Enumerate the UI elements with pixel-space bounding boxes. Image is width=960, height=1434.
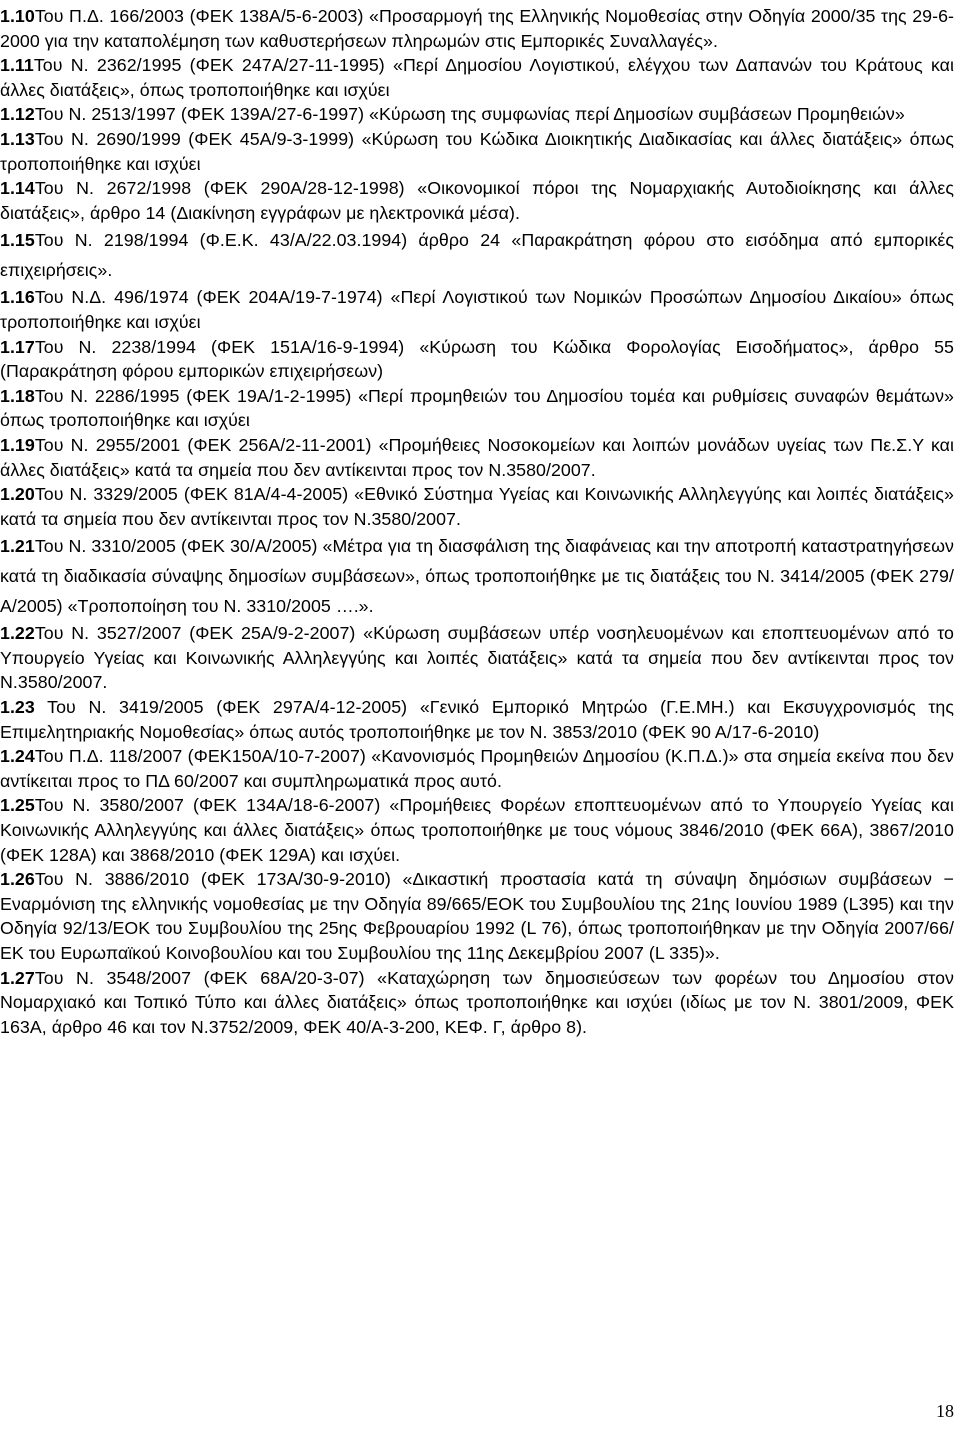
para-1-25-text: Του Ν. 3580/2007 (ΦΕΚ 134Α/18-6-2007) «Προμήθειες Φορέων εποπτευομένων από το Υπουργείο Υγείας και Κοινωνικής Αλληλεγγύης και άλλες διατάξεις» όπως τροποποιήθηκε με τους νόμους 3846/2010 (ΦΕΚ 66Α), 3867/2010 (ΦΕΚ 128Α) και 3868/2010 (ΦΕΚ 129Α) και ισχύει. bbox=[0, 795, 954, 865]
para-1-22-text: Του Ν. 3527/2007 (ΦΕΚ 25Α/9-2-2007) «Κύρωση συμβάσεων υπέρ νοσηλευομένων και εποπτευομένων από το Υπουργείο Υγείας και Κοινωνικής Αλληλεγγύης και λοιπές διατάξεις» κατά τα σημεία που δεν αντίκεινται προς τον Ν.3580/2007. bbox=[0, 623, 954, 693]
para-1-14-num: 1.14 bbox=[0, 178, 35, 199]
paragraph-1-22 bbox=[0, 621, 954, 695]
para-1-12-num: 1.12 bbox=[0, 104, 35, 125]
paragraph-1-16 bbox=[0, 285, 954, 334]
paragraph-1-14 bbox=[0, 176, 954, 225]
para-1-23-num: 1.23 bbox=[0, 697, 35, 718]
para-1-22-num: 1.22 bbox=[0, 623, 35, 644]
para-1-26-text: Του Ν. 3886/2010 (ΦΕΚ 173Α/30-9-2010) «Δικαστική προστασία κατά τη σύναψη δημόσιων συμβάσεων − Εναρμόνιση της ελληνικής νομοθεσίας με την Οδηγία 89/665/ΕΟΚ του Συμβουλίου της 21ης Ιουνίου 1989 (L395) και την Οδηγία 92/13/ΕΟΚ του Συμβουλίου της 25ης Φεβρουαρίου 1992 (L 76), όπως τροποποιήθηκαν με την Οδηγία 2007/66/ΕΚ του Ευρωπαϊκού Κοινοβουλίου και του Συμβουλίου της 11ης Δεκεμβρίου 2007 (L 335)». bbox=[0, 869, 954, 963]
para-1-18-num: 1.18 bbox=[0, 385, 35, 406]
para-1-10-text: Του Π.Δ. 166/2003 (ΦΕΚ 138Α/5-6-2003) «Προσαρμογή της Ελληνικής Νομοθεσίας στην Οδηγία 2000/35 της 29-6-2000 για την καταπολέμηση των καθυστερήσεων πληρωμών στις Εμπορικές Συναλλαγές». bbox=[0, 6, 954, 51]
paragraph-1-19 bbox=[0, 433, 954, 482]
paragraph-1-13 bbox=[0, 127, 954, 176]
para-1-19-num: 1.19 bbox=[0, 434, 35, 455]
paragraph-1-11 bbox=[0, 53, 954, 102]
paragraph-1-23 bbox=[0, 695, 954, 744]
para-1-20-text: Του Ν. 3329/2005 (ΦΕΚ 81Α/4-4-2005) «Εθνικό Σύστημα Υγείας και Κοινωνικής Αλληλεγγύης και λοιπές διατάξεις» κατά τα σημεία που δεν αντίκεινται προς τον Ν.3580/2007. bbox=[0, 484, 954, 529]
paragraph-1-27 bbox=[0, 966, 954, 1040]
para-1-17-text: Του Ν. 2238/1994 (ΦΕΚ 151Α/16-9-1994) «Κύρωση του Κώδικα Φορολογίας Εισοδήματος», άρθρο 55 (Παρακράτηση φόρου εμπορικών επιχειρήσεων) bbox=[0, 336, 954, 382]
para-1-11-text: Του Ν. 2362/1995 (ΦΕΚ 247Α/27-11-1995) «Περί Δημοσίου Λογιστικού, ελέγχου των Δαπανών του Κράτους και άλλες διατάξεις», όπως τροποποιήθηκε και ισχύει bbox=[0, 55, 954, 100]
para-1-10-num: 1.10 bbox=[0, 6, 35, 26]
para-1-21-num: 1.21 bbox=[0, 536, 35, 557]
para-1-16-text: Του Ν.Δ. 496/1974 (ΦΕΚ 204Α/19-7-1974) «Περί Λογιστικού των Νομικών Προσώπων Δημοσίου Δικαίου» όπως τροποποιήθηκε και ισχύει bbox=[0, 287, 954, 332]
para-1-12-text: Του Ν. 2513/1997 (ΦΕΚ 139Α/27-6-1997) «Κύρωση της συμφωνίας περί Δημοσίων συμβάσεων Προμηθειών» bbox=[34, 104, 905, 125]
paragraph-1-25 bbox=[0, 793, 954, 867]
para-1-13-text: Του Ν. 2690/1999 (ΦΕΚ 45Α/9-3-1999) «Κύρωση του Κώδικα Διοικητικής Διαδικασίας και άλλες διατάξεις» όπως τροποποιήθηκε και ισχύει bbox=[0, 128, 954, 174]
para-1-25-num: 1.25 bbox=[0, 795, 35, 816]
para-1-15-num: 1.15 bbox=[0, 230, 35, 251]
para-1-17-num: 1.17 bbox=[0, 336, 35, 357]
paragraph-1-15 bbox=[0, 225, 954, 285]
paragraph-1-10 bbox=[0, 4, 954, 53]
paragraph-1-12 bbox=[0, 102, 954, 127]
para-1-20-num: 1.20 bbox=[0, 484, 35, 505]
paragraph-1-20 bbox=[0, 482, 954, 531]
paragraph-1-26 bbox=[0, 867, 954, 965]
para-1-14-text: Του Ν. 2672/1998 (ΦΕΚ 290Α/28-12-1998) «Οικονομικοί πόροι της Νομαρχιακής Αυτοδιοίκησης και άλλες διατάξεις», άρθρο 14 (Διακίνηση εγγράφων με ηλεκτρονικά μέσα). bbox=[0, 178, 954, 223]
paragraph-1-21 bbox=[0, 531, 954, 621]
para-1-27-text: Του Ν. 3548/2007 (ΦΕΚ 68Α/20-3-07) «Καταχώρηση των δημοσιεύσεων των φορέων του Δημοσίου στον Νομαρχιακό και Τοπικό Τύπο και άλλες διατάξεις» όπως τροποποιήθηκε και ισχύει (ιδίως με τον Ν. 3801/2009, ΦΕΚ 163Α, άρθρο 46 και τον Ν.3752/2009, ΦΕΚ 40/Α-3-200, ΚΕΦ. Γ, άρθρο 8). bbox=[0, 967, 954, 1037]
para-1-19-text: Του Ν. 2955/2001 (ΦΕΚ 256Α/2-11-2001) «Προμήθειες Νοσοκομείων και λοιπών μονάδων υγείας των Πε.Σ.Υ και άλλες διατάξεις» κατά τα σημεία που δεν αντίκεινται προς τον Ν.3580/2007. bbox=[0, 434, 954, 480]
para-1-23-text: Του Ν. 3419/2005 (ΦΕΚ 297Α/4-12-2005) «Γενικό Εμπορικό Μητρώο (Γ.Ε.ΜΗ.) και Εκσυγχρονισμός της Επιμελητηριακής Νομοθεσίας» όπως αυτός τροποποιήθηκε με τον Ν. 3853/2010 (ΦΕΚ 90 Α/17-6-2010) bbox=[0, 697, 954, 742]
para-1-21-text: Του Ν. 3310/2005 (ΦΕΚ 30/Α/2005) «Μέτρα για τη διασφάλιση της διαφάνειας και την αποτροπή καταστρατηγήσεων κατά τη διαδικασία σύναψης δημοσίων συμβάσεων», όπως τροποποιήθηκε με τις διατάξεις του Ν. 3414/2005 (ΦΕΚ 279/Α/2005) «Τροποποίηση του Ν. 3310/2005 ….». bbox=[0, 536, 954, 617]
para-1-27-num: 1.27 bbox=[0, 967, 35, 988]
paragraph-1-17 bbox=[0, 335, 954, 384]
para-1-18-text: Του Ν. 2286/1995 (ΦΕΚ 19Α/1-2-1995) «Περί προμηθειών του Δημοσίου τομέα και ρυθμίσεις συναφών θεμάτων» όπως τροποποιήθηκε και ισχύει bbox=[0, 385, 954, 431]
para-1-24-text: Του Π.Δ. 118/2007 (ΦΕΚ150Α/10-7-2007) «Κανονισμός Προμηθειών Δημοσίου (Κ.Π.Δ.)» στα σημεία εκείνα που δεν αντίκειται προς το ΠΔ 60/2007 και συμπληρωματικά προς αυτό. bbox=[0, 746, 954, 791]
page-number: 18 bbox=[936, 1401, 954, 1421]
para-1-13-num: 1.13 bbox=[0, 128, 35, 149]
para-1-16-num: 1.16 bbox=[0, 287, 35, 308]
para-1-15-text: Του Ν. 2198/1994 (Φ.Ε.Κ. 43/Α/22.03.1994) άρθρο 24 «Παρακράτηση φόρου στο εισόδημα από εμπορικές επιχειρήσεις». bbox=[0, 230, 954, 281]
para-1-26-num: 1.26 bbox=[0, 869, 35, 890]
para-1-24-num: 1.24 bbox=[0, 746, 35, 767]
paragraph-1-18 bbox=[0, 384, 954, 433]
para-1-11-num: 1.11 bbox=[0, 55, 34, 76]
paragraph-1-24 bbox=[0, 744, 954, 793]
